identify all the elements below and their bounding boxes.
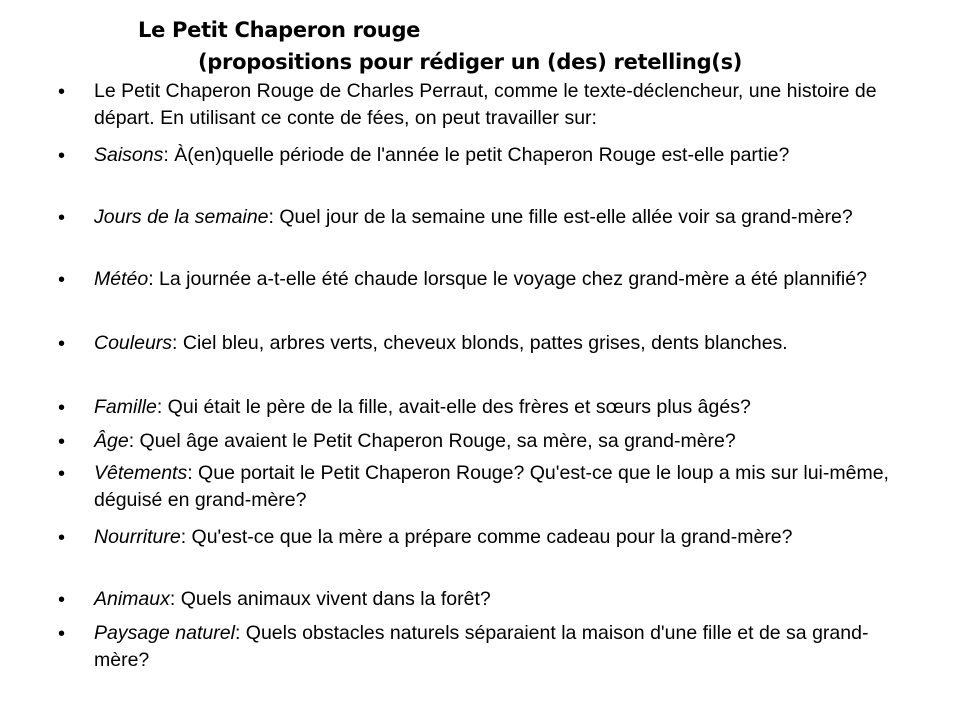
bullet-description: : Que portait le Petit Chaperon Rouge? Qu'est-ce que le loup a mis sur lui-même, déguisé en grand-mère? xyxy=(94,462,889,511)
bullet-icon: • xyxy=(58,527,66,549)
bullet-description: : La journée a-t-elle été chaude lorsque le voyage chez grand-mère a été plannifié? xyxy=(148,268,867,290)
bullet-icon: • xyxy=(58,397,66,419)
bullet-text xyxy=(94,620,914,674)
bullet-description: : Quel jour de la semaine une fille est-elle allée voir sa grand-mère? xyxy=(268,206,853,228)
bullet-icon: • xyxy=(58,207,66,229)
bullet-icon: • xyxy=(58,333,66,355)
bullet-term: Nourriture xyxy=(94,526,181,548)
bullet-icon: • xyxy=(58,81,66,103)
bullet-icon: • xyxy=(58,269,66,291)
bullet-term: Saisons xyxy=(94,144,164,166)
bullet-description: : Qu'est-ce que la mère a prépare comme cadeau pour la grand-mère? xyxy=(180,526,793,548)
bullet-term: Couleurs xyxy=(94,332,173,354)
bullet-text xyxy=(94,460,914,514)
bullet-icon: • xyxy=(58,623,66,645)
bullet-description: : Ciel bleu, arbres verts, cheveux blonds, pattes grises, dents blanches. xyxy=(172,332,788,354)
bullet-icon: • xyxy=(58,589,66,611)
bullet-description: : À(en)quelle période de l'année le petit Chaperon Rouge est-elle partie? xyxy=(163,144,790,166)
bullet-description: : Qui était le père de la fille, avait-elle des frères et sœurs plus âgés? xyxy=(156,396,751,418)
bullet-text xyxy=(94,524,914,551)
bullet-icon: • xyxy=(58,463,66,485)
bullet-text xyxy=(94,204,914,231)
bullet-icon: • xyxy=(58,145,66,167)
title-line-2: (propositions pour rédiger un (des) retelling(s) xyxy=(198,50,743,74)
bullet-term: Vêtements xyxy=(94,462,188,484)
bullet-text xyxy=(94,78,914,132)
bullet-description: : Quel âge avaient le Petit Chaperon Rouge, sa mère, sa grand-mère? xyxy=(128,430,736,452)
bullet-text xyxy=(94,142,914,169)
title-line-1: Le Petit Chaperon rouge xyxy=(138,18,421,42)
bullet-description: : Quels animaux vivent dans la forêt? xyxy=(169,588,491,610)
bullet-term: Animaux xyxy=(94,588,170,610)
bullet-description: Le Petit Chaperon Rouge de Charles Perraut, comme le texte-déclencheur, une histoire de départ. En utilisant ce conte de fées, on peut travailler sur: xyxy=(94,80,877,129)
bullet-description: : Quels obstacles naturels séparaient la maison d'une fille et de sa grand-mère? xyxy=(94,622,869,671)
bullet-term: Paysage naturel xyxy=(94,622,235,644)
bullet-text xyxy=(94,266,914,293)
bullet-term: Météo xyxy=(94,268,149,290)
bullet-icon: • xyxy=(58,431,66,453)
bullet-text xyxy=(94,586,914,613)
bullet-text xyxy=(94,330,914,357)
bullet-term: Âge xyxy=(94,430,129,452)
bullet-text xyxy=(94,428,914,455)
bullet-text xyxy=(94,394,934,421)
bullet-term: Famille xyxy=(94,396,157,418)
bullet-term: Jours de la semaine xyxy=(94,206,269,228)
